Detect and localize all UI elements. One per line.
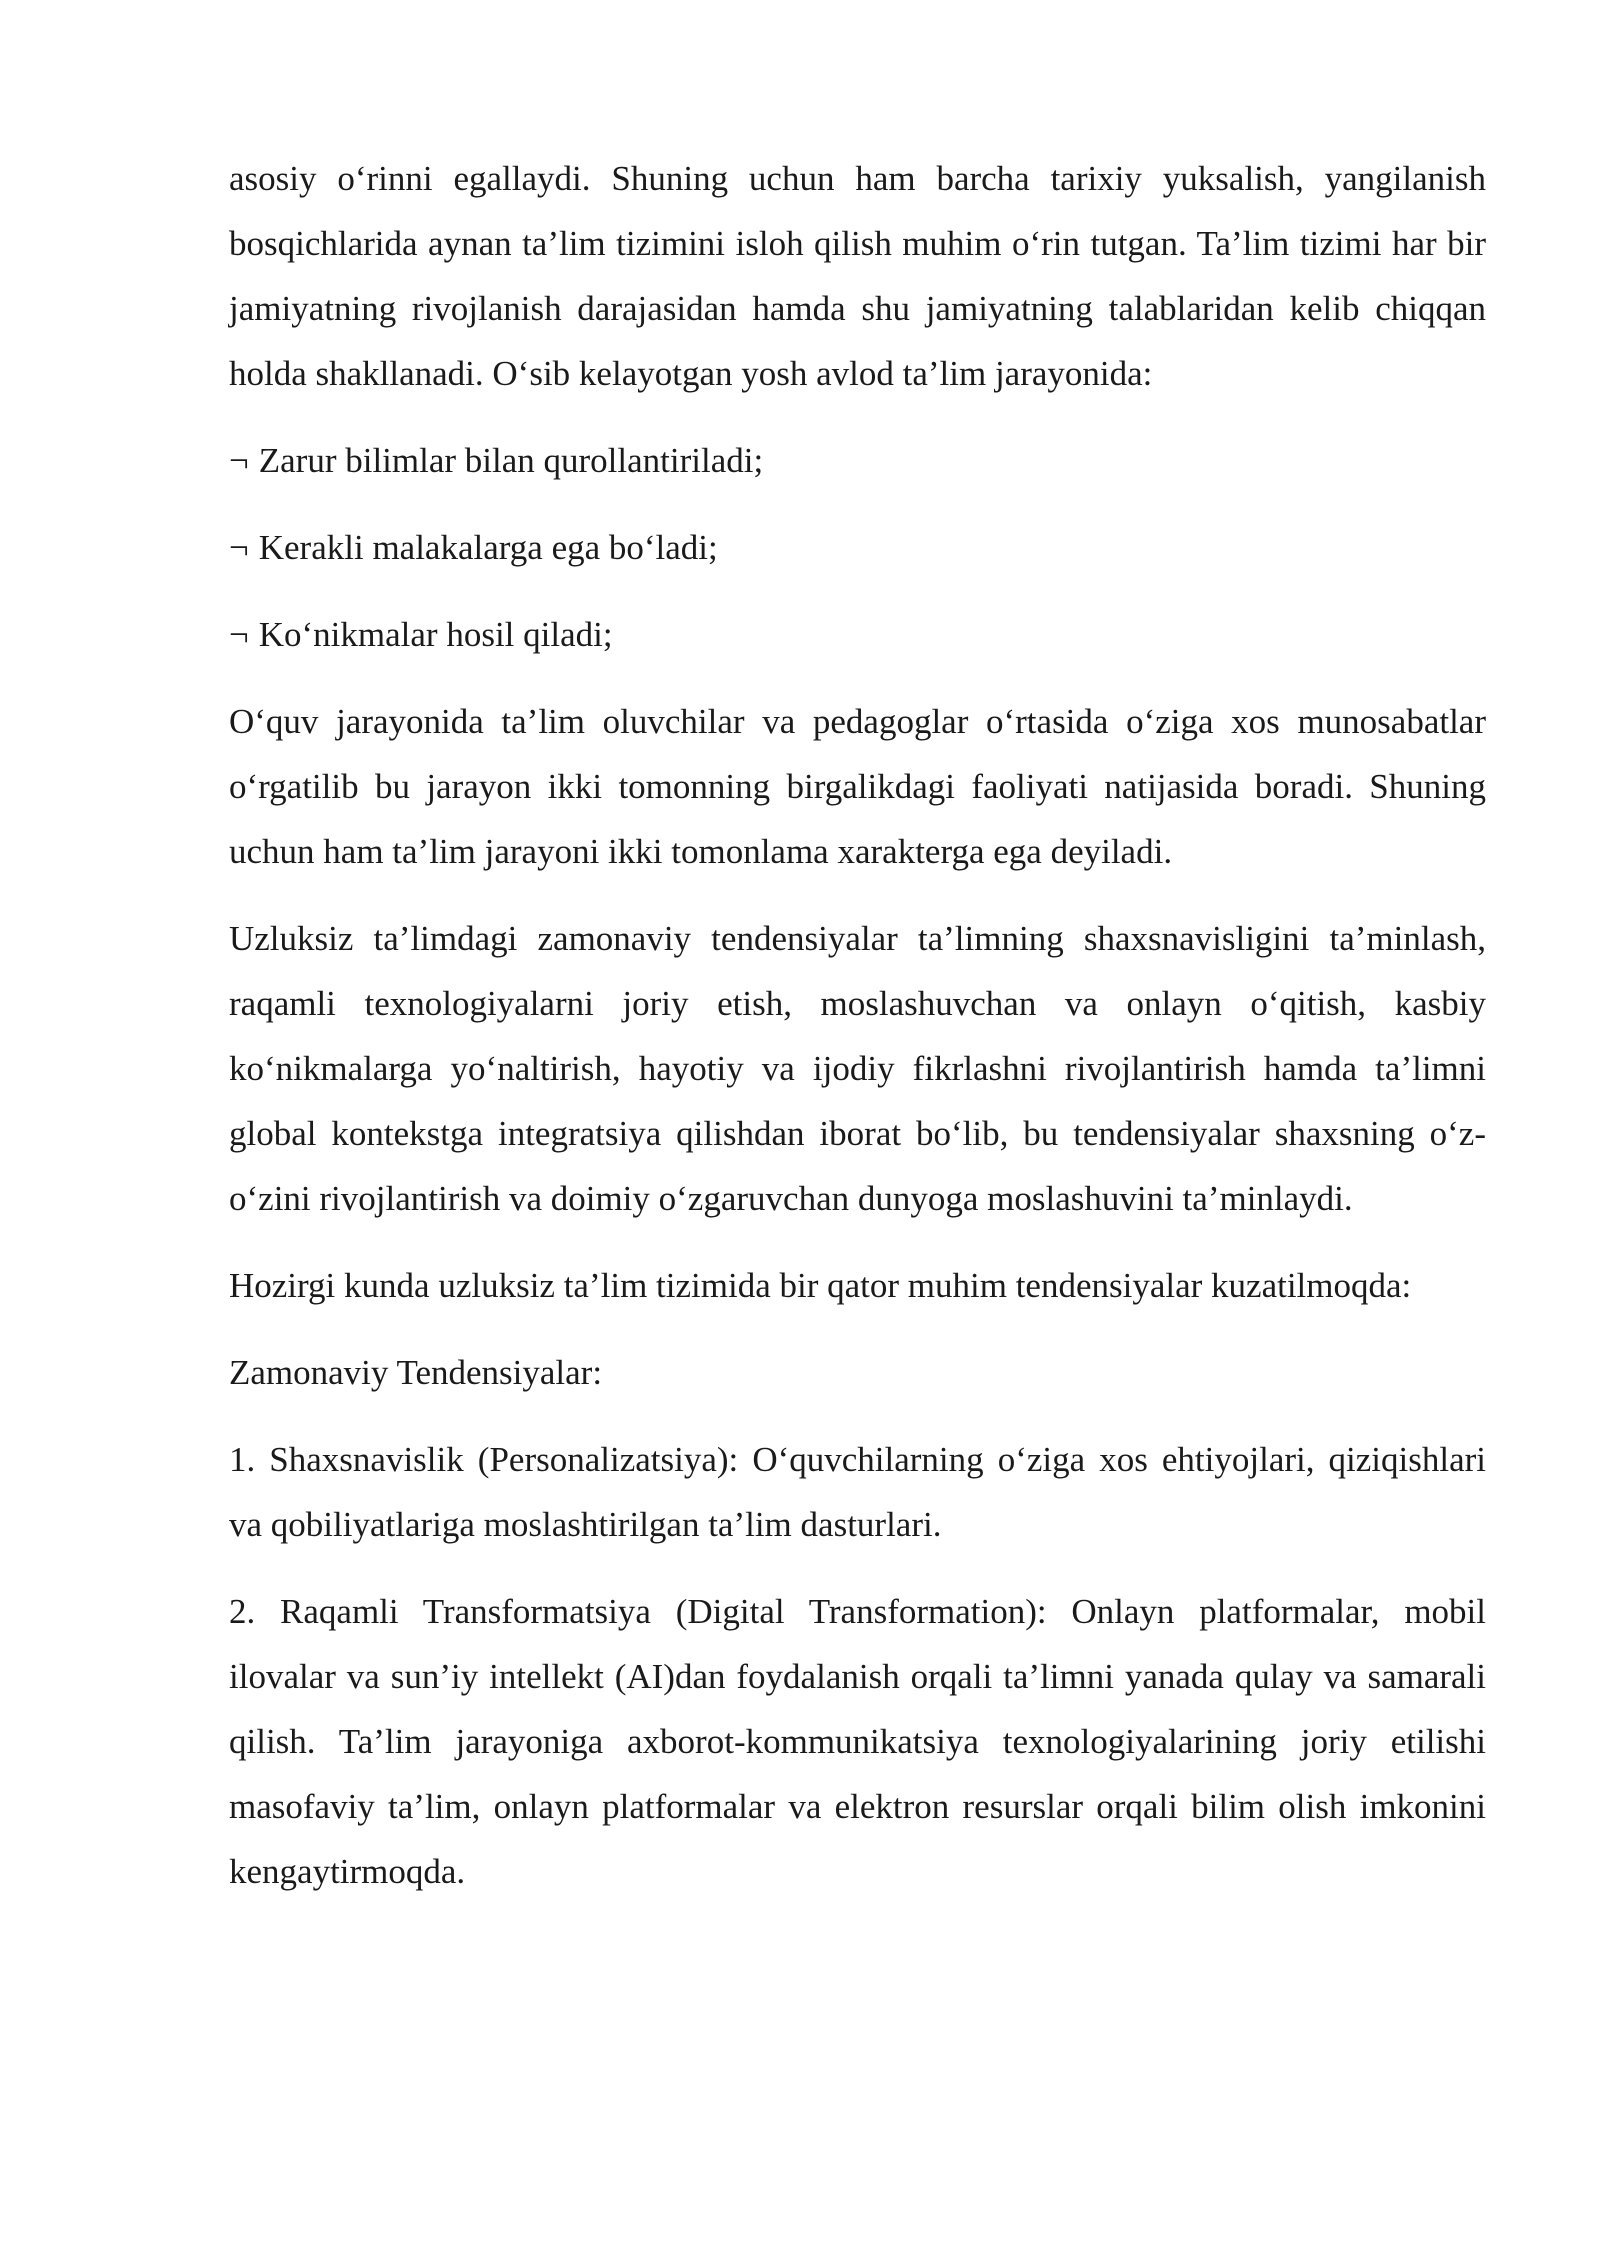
paragraph-current-trends: Hozirgi kunda uzluksiz ta’lim tizimida bir qator muhim tendensiyalar kuzatilmoqda: [229,1266,1412,1305]
bullet-mark: ¬ [229,528,249,567]
bullet-item [229,515,1486,580]
section-heading-trends: Zamonaviy Tendensiyalar: [229,1353,603,1392]
bullet-mark: ¬ [229,441,249,480]
bullet-text: Ko‘nikmalar hosil qiladi; [258,615,613,654]
bullet-mark: ¬ [229,615,249,654]
bullet-text: Zarur bilimlar bilan qurollantiriladi; [258,441,764,480]
bullet-item [229,602,1486,667]
paragraph-intro: asosiy o‘rinni egallaydi. Shuning uchun ham barcha tarixiy yuksalish, yangilanish bosqichlarida aynan ta’lim tizimini isloh qilish muhim o‘rin tutgan. Ta’lim tizimi har bir jamiyatning rivojlanish darajasidan hamda shu jamiyatning talablaridan kelib chiqqan holda shakllanadi. O‘sib kelayotgan yosh avlod ta’lim jarayonida: [229,159,1486,393]
bullet-item [229,428,1486,493]
paragraph-educational-process: O‘quv jarayonida ta’lim oluvchilar va pedagoglar o‘rtasida o‘ziga xos munosabatlar o‘rgatilib bu jarayon ikki tomonning birgalikdagi faoliyati natijasida boradi. Shuning uchun ham ta’lim jarayoni ikki tomonlama xarakterga ega deyiladi. [229,702,1486,871]
bullet-text: Kerakli malakalarga ega bo‘ladi; [258,528,718,567]
document-body [229,146,1486,1926]
list-item-digital-transformation: 2. Raqamli Transformatsiya (Digital Transformation): Onlayn platformalar, mobil ilovalar va sun’iy intellekt (AI)dan foydalanish orqali ta’limni yanada qulay va samarali qilish. Ta’lim jarayoniga axborot-kommunikatsiya texnologiyalarining joriy etilishi masofaviy ta’lim, onlayn platformalar va elektron resurslar orqali bilim olish imkonini kengaytirmoqda. [229,1592,1486,1891]
paragraph-modern-trends: Uzluksiz ta’limdagi zamonaviy tendensiyalar ta’limning shaxsnavisligini ta’minlash, raqamli texnologiyalarni joriy etish, moslashuvchan va onlayn o‘qitish, kasbiy ko‘nikmalarga yo‘naltirish, hayotiy va ijodiy fikrlashni rivojlantirish hamda ta’limni global kontekstga integratsiya qilishdan iborat bo‘lib, bu tendensiyalar shaxsning o‘z-o‘zini rivojlantirish va doimiy o‘zgaruvchan dunyoga moslashuvini ta’minlaydi. [229,919,1486,1218]
list-item-personalization: 1. Shaxsnavislik (Personalizatsiya): O‘quvchilarning o‘ziga xos ehtiyojlari, qiziqishlari va qobiliyatlariga moslashtirilgan ta’lim dasturlari. [229,1440,1486,1544]
